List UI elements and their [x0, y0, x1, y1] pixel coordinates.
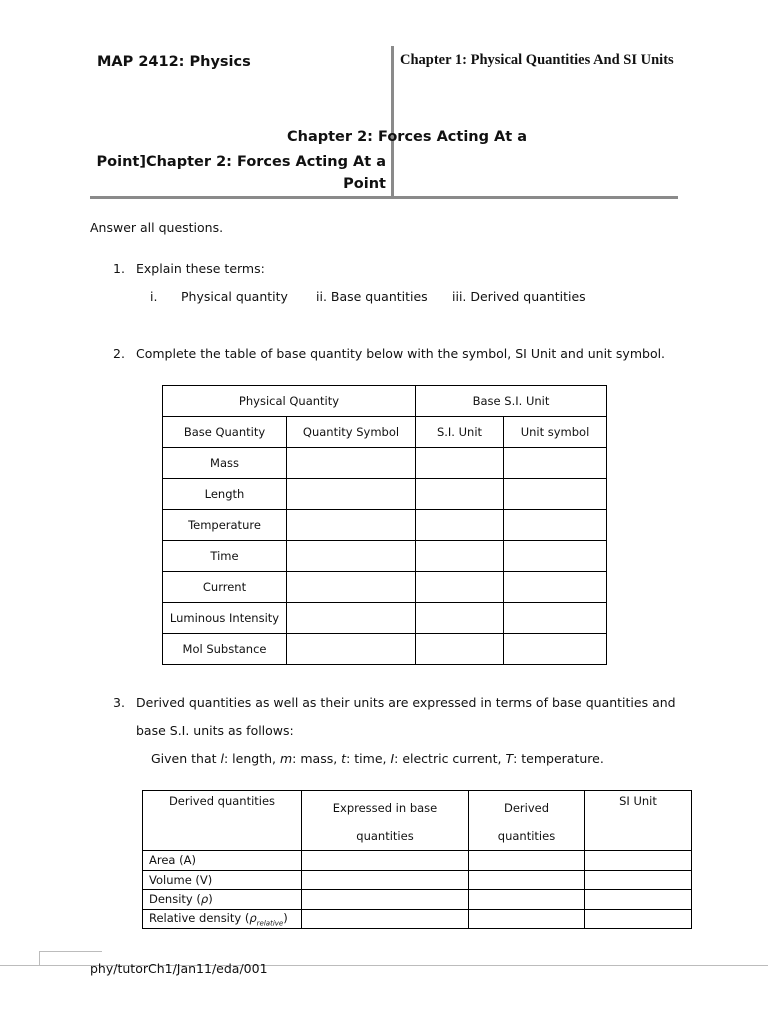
- row-label: [143, 909, 302, 929]
- table-row: [163, 603, 607, 634]
- column-header: Quantity Symbol: [287, 417, 416, 448]
- question-3-number: 3.: [113, 695, 125, 710]
- column-header: Derived quantities: [469, 791, 585, 851]
- answer-cell[interactable]: [287, 541, 416, 572]
- table-row: [163, 541, 607, 572]
- symbol-T: T: [505, 751, 514, 766]
- question-2-text: Complete the table of base quantity below with the symbol, SI Unit and unit symbol.: [136, 346, 666, 361]
- label-text: Relative density (: [149, 910, 250, 925]
- row-label: Time: [163, 541, 287, 572]
- table-row: [143, 890, 692, 910]
- group-header: Base S.I. Unit: [416, 386, 607, 417]
- given-text: : time,: [346, 751, 391, 766]
- answer-cell[interactable]: [585, 890, 692, 910]
- answer-cell[interactable]: [287, 572, 416, 603]
- column-header: Expressed in base quantities: [302, 791, 469, 851]
- relative-subscript: relative: [256, 918, 284, 927]
- question-1-term: Physical quantity: [181, 289, 288, 304]
- table-row: [143, 851, 692, 871]
- answer-cell[interactable]: [302, 909, 469, 929]
- answer-cell[interactable]: [585, 909, 692, 929]
- row-label: Current: [163, 572, 287, 603]
- table-row: [163, 572, 607, 603]
- chapter2-title-line3: Point: [343, 176, 386, 192]
- label-text: ): [283, 910, 288, 925]
- answer-cell[interactable]: [287, 448, 416, 479]
- answer-cell[interactable]: [585, 870, 692, 890]
- question-1-number: 1.: [113, 261, 125, 276]
- symbol-I: I: [390, 751, 395, 766]
- answer-cell[interactable]: [504, 634, 607, 665]
- column-header: S.I. Unit: [416, 417, 504, 448]
- base-quantity-table: [162, 385, 607, 665]
- given-definitions: [151, 751, 604, 766]
- given-prefix: Given that: [151, 751, 221, 766]
- answer-cell[interactable]: [504, 572, 607, 603]
- answer-cell[interactable]: [416, 448, 504, 479]
- derived-quantity-table: [142, 790, 692, 929]
- answer-cell[interactable]: [287, 479, 416, 510]
- given-text: : length,: [224, 751, 280, 766]
- answer-cell[interactable]: [416, 479, 504, 510]
- chapter2-title-line2: Point]Chapter 2: Forces Acting At a: [96, 154, 386, 170]
- row-label: Volume (V): [143, 870, 302, 890]
- table-row: [163, 479, 607, 510]
- label-text: ): [208, 892, 213, 907]
- question-1-term: iii. Derived quantities: [452, 289, 586, 304]
- rho-symbol: ρ: [200, 892, 209, 907]
- header-horizontal-divider: [90, 196, 678, 199]
- symbol-t: t: [341, 751, 347, 766]
- row-label: Mass: [163, 448, 287, 479]
- answer-cell[interactable]: [302, 870, 469, 890]
- given-text: : temperature.: [513, 751, 604, 766]
- table-row: [163, 448, 607, 479]
- footer-code: phy/tutorCh1/Jan11/eda/001: [90, 961, 268, 976]
- table-row: [163, 510, 607, 541]
- answer-cell[interactable]: [504, 448, 607, 479]
- question-1-text: Explain these terms:: [136, 261, 265, 276]
- answer-cell[interactable]: [504, 479, 607, 510]
- label-text: Density (: [149, 892, 201, 907]
- question-3-text: Derived quantities as well as their units are expressed in terms of base quantities and: [136, 695, 676, 710]
- answer-cell[interactable]: [504, 603, 607, 634]
- answer-cell[interactable]: [469, 909, 585, 929]
- answer-cell[interactable]: [416, 541, 504, 572]
- question-3-text-line2: base S.I. units as follows:: [136, 723, 294, 738]
- answer-cell[interactable]: [416, 510, 504, 541]
- column-header: Base Quantity: [163, 417, 287, 448]
- group-header: Physical Quantity: [163, 386, 416, 417]
- course-title: MAP 2412: Physics: [97, 54, 251, 70]
- row-label: Area (A): [143, 851, 302, 871]
- chapter2-title-line1: Chapter 2: Forces Acting At a: [287, 129, 528, 145]
- answer-cell[interactable]: [302, 890, 469, 910]
- column-header: Unit symbol: [504, 417, 607, 448]
- column-header: SI Unit: [585, 791, 692, 851]
- question-1-numeral: i.: [150, 289, 158, 304]
- answer-cell[interactable]: [504, 541, 607, 572]
- chapter1-title: Chapter 1: Physical Quantities And SI Units: [400, 52, 674, 68]
- answer-cell[interactable]: [416, 603, 504, 634]
- row-label: Length: [163, 479, 287, 510]
- answer-cell[interactable]: [287, 603, 416, 634]
- question-1-term: ii. Base quantities: [316, 289, 428, 304]
- given-text: : mass,: [292, 751, 342, 766]
- instruction: Answer all questions.: [90, 220, 224, 235]
- rho-symbol: ρ: [249, 910, 257, 925]
- answer-cell[interactable]: [287, 510, 416, 541]
- header-vertical-divider: [391, 46, 394, 198]
- symbol-l: l: [220, 751, 224, 766]
- answer-cell[interactable]: [469, 851, 585, 871]
- column-header: Derived quantities: [143, 791, 302, 851]
- row-label: [143, 890, 302, 910]
- answer-cell[interactable]: [469, 870, 585, 890]
- row-label: Temperature: [163, 510, 287, 541]
- answer-cell[interactable]: [585, 851, 692, 871]
- answer-cell[interactable]: [416, 572, 504, 603]
- row-label: Luminous Intensity: [163, 603, 287, 634]
- answer-cell[interactable]: [302, 851, 469, 871]
- given-text: : electric current,: [394, 751, 506, 766]
- table-row: [143, 909, 692, 929]
- answer-cell[interactable]: [416, 634, 504, 665]
- table-row: [143, 870, 692, 890]
- answer-cell[interactable]: [469, 890, 585, 910]
- answer-cell[interactable]: [504, 510, 607, 541]
- row-label: Mol Substance: [163, 634, 287, 665]
- question-2-number: 2.: [113, 346, 125, 361]
- symbol-m: m: [279, 751, 293, 766]
- answer-cell[interactable]: [287, 634, 416, 665]
- table-row: [163, 634, 607, 665]
- chapter2-title-block: [90, 151, 386, 195]
